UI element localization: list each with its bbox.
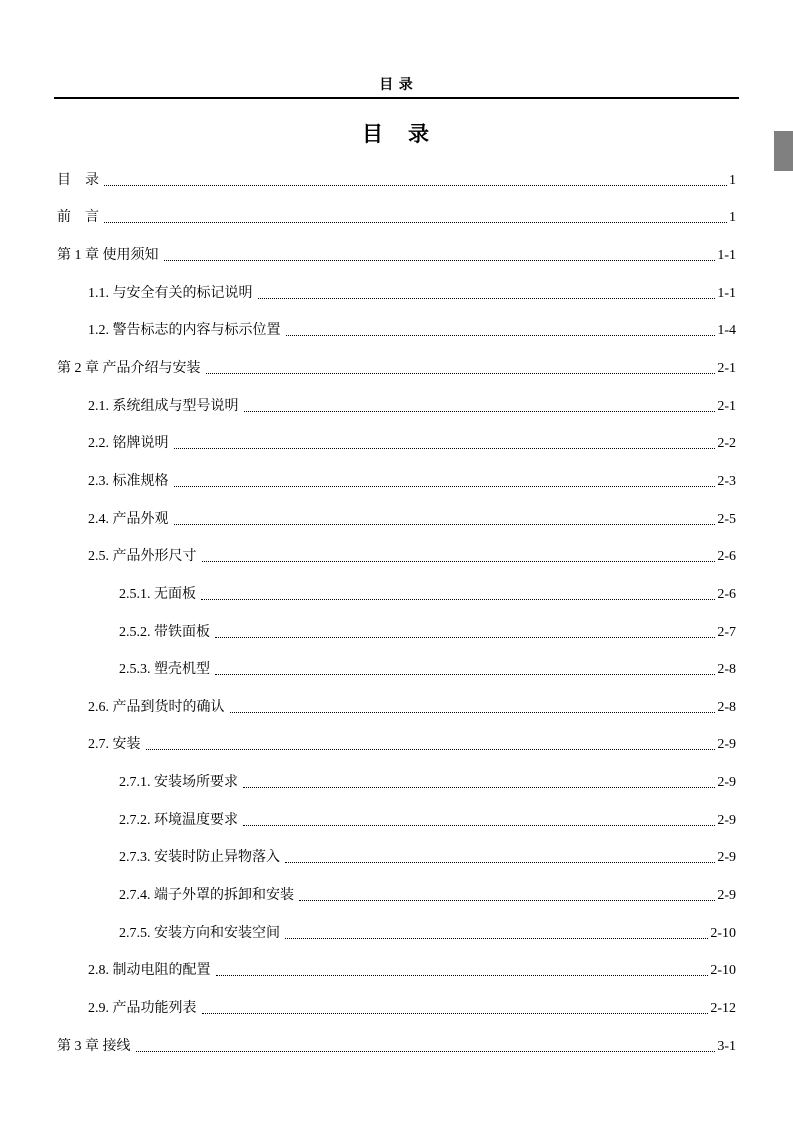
toc-entry-label: 2.7.2. 环境温度要求 (119, 812, 238, 828)
leader-dots (215, 628, 715, 638)
toc-entry-page: 2-1 (717, 398, 736, 414)
leader-dots (202, 552, 716, 562)
toc-entry[interactable] (57, 727, 736, 765)
toc-entry-page: 1-1 (717, 285, 736, 301)
toc-entry-page: 2-6 (717, 549, 736, 565)
toc-entry-label: 2.7.5. 安装方向和安装空间 (119, 925, 280, 941)
toc-entry[interactable] (57, 388, 736, 426)
leader-dots (104, 176, 727, 186)
leader-dots (174, 515, 716, 525)
leader-dots (286, 326, 716, 336)
toc-entry-label: 2.5. 产品外形尺寸 (88, 549, 197, 565)
toc-entry-label: 第 2 章 产品介绍与安装 (57, 361, 201, 377)
toc-entry-page: 2-9 (717, 775, 736, 791)
toc-entry-label: 2.3. 标准规格 (88, 473, 169, 489)
leader-dots (201, 590, 715, 600)
leader-dots (164, 251, 716, 261)
toc-entry-page: 2-10 (710, 963, 736, 979)
leader-dots (244, 402, 716, 412)
leader-dots (258, 289, 716, 299)
toc-entry-page: 1 (729, 172, 736, 188)
toc-entry-page: 2-8 (717, 662, 736, 678)
leader-dots (174, 477, 716, 487)
leader-dots (136, 1042, 716, 1052)
toc-entry[interactable] (57, 764, 736, 802)
toc-entry-page: 2-8 (717, 699, 736, 715)
toc-entry-label: 2.5.3. 塑壳机型 (119, 662, 210, 678)
toc-entry[interactable] (57, 237, 736, 275)
toc-entry[interactable] (57, 313, 736, 351)
leader-dots (206, 364, 716, 374)
leader-dots (216, 966, 709, 976)
toc-entry-page: 2-7 (717, 624, 736, 640)
toc-entry-label: 2.1. 系统组成与型号说明 (88, 398, 239, 414)
toc-entry-page: 2-6 (717, 586, 736, 602)
toc-list (57, 162, 736, 1065)
toc-entry-page: 2-9 (717, 737, 736, 753)
toc-entry-page: 2-9 (717, 812, 736, 828)
toc-entry-label: 2.5.1. 无面板 (119, 586, 196, 602)
toc-entry[interactable] (57, 802, 736, 840)
leader-dots (299, 891, 715, 901)
toc-entry-page: 2-1 (717, 361, 736, 377)
leader-dots (285, 929, 708, 939)
toc-entry[interactable] (57, 425, 736, 463)
toc-entry-label: 2.7. 安装 (88, 737, 141, 753)
toc-entry-label: 2.6. 产品到货时的确认 (88, 699, 225, 715)
leader-dots (146, 740, 716, 750)
toc-entry-page: 3-1 (717, 1038, 736, 1054)
leader-dots (230, 703, 716, 713)
toc-entry[interactable] (57, 162, 736, 200)
toc-entry[interactable] (57, 1028, 736, 1066)
toc-entry-label: 2.2. 铭牌说明 (88, 436, 169, 452)
toc-entry-page: 2-9 (717, 850, 736, 866)
toc-entry[interactable] (57, 463, 736, 501)
toc-entry[interactable] (57, 200, 736, 238)
toc-entry-label: 前 言 (57, 210, 99, 226)
leader-dots (104, 213, 727, 223)
toc-entry[interactable] (57, 840, 736, 878)
toc-entry[interactable] (57, 952, 736, 990)
toc-entry-page: 2-2 (717, 436, 736, 452)
toc-entry-label: 2.5.2. 带铁面板 (119, 624, 210, 640)
toc-entry-label: 第 3 章 接线 (57, 1038, 131, 1054)
toc-entry[interactable] (57, 990, 736, 1028)
toc-entry[interactable] (57, 689, 736, 727)
toc-entry-label: 1.1. 与安全有关的标记说明 (88, 285, 253, 301)
page-title: 目 录 (362, 122, 431, 146)
leader-dots (243, 778, 715, 788)
toc-entry-page: 1-1 (717, 248, 736, 264)
toc-entry-label: 2.9. 产品功能列表 (88, 1000, 197, 1016)
toc-entry[interactable] (57, 275, 736, 313)
leader-dots (174, 439, 716, 449)
toc-entry[interactable] (57, 501, 736, 539)
toc-entry-label: 第 1 章 使用须知 (57, 248, 159, 264)
toc-entry[interactable] (57, 576, 736, 614)
toc-entry-label: 2.7.1. 安装场所要求 (119, 775, 238, 791)
running-header: 目 录 (54, 74, 739, 99)
toc-entry-page: 2-12 (710, 1000, 736, 1016)
toc-entry[interactable] (57, 877, 736, 915)
toc-entry-page: 1 (729, 210, 736, 226)
toc-entry-label: 2.8. 制动电阻的配置 (88, 963, 211, 979)
toc-entry-label: 2.7.4. 端子外罩的拆卸和安装 (119, 887, 294, 903)
toc-entry-label: 目 录 (57, 172, 99, 188)
toc-entry-page: 2-3 (717, 473, 736, 489)
leader-dots (215, 665, 715, 675)
toc-entry-page: 1-4 (717, 323, 736, 339)
leader-dots (243, 816, 715, 826)
toc-entry[interactable] (57, 350, 736, 388)
toc-entry[interactable] (57, 538, 736, 576)
toc-entry[interactable] (57, 651, 736, 689)
toc-entry-page: 2-5 (717, 511, 736, 527)
toc-entry-label: 1.2. 警告标志的内容与标示位置 (88, 323, 281, 339)
toc-entry-label: 2.4. 产品外观 (88, 511, 169, 527)
toc-entry-page: 2-9 (717, 887, 736, 903)
toc-entry-page: 2-10 (710, 925, 736, 941)
toc-entry-label: 2.7.3. 安装时防止异物落入 (119, 850, 280, 866)
toc-entry[interactable] (57, 614, 736, 652)
leader-dots (202, 1004, 709, 1014)
toc-entry[interactable] (57, 915, 736, 953)
leader-dots (285, 853, 715, 863)
